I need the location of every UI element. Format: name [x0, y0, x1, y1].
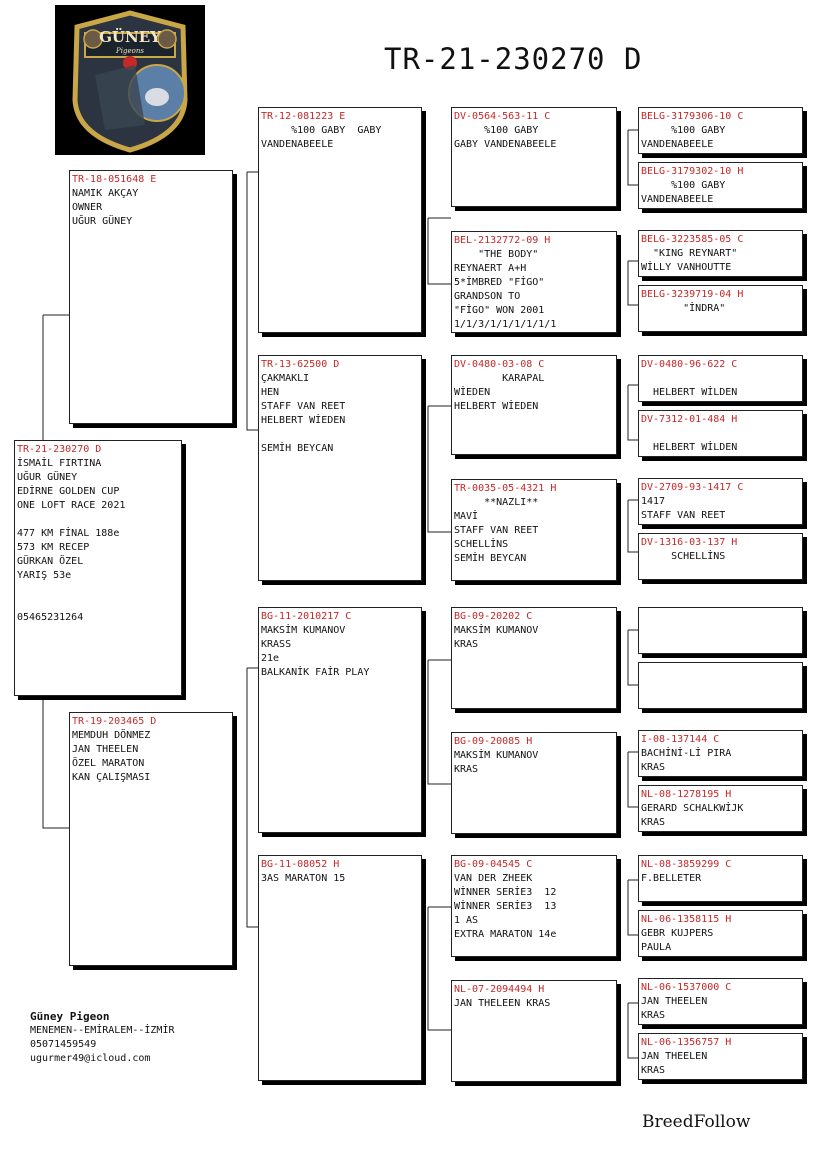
ancestor-card: BELG-3179306-10 C %100 GABY VANDENABEELE	[638, 107, 803, 154]
grandparent-card: TR-13-62500 D ÇAKMAKLI HEN STAFF VAN REET HELBERT WİEDEN SEMİH BEYCAN	[258, 355, 422, 581]
svg-text:GÜNEY: GÜNEY	[99, 28, 161, 46]
breeder-contact	[30, 1010, 175, 1066]
ring-number: TR-18-051648 E	[72, 174, 157, 185]
subject-card: TR-21-230270 D İSMAİL FIRTINA UĞUR GÜNEY EDİRNE GOLDEN CUP ONE LOFT RACE 2021 477 KM FİNAL 188e 573 KM RECEP GÜRKAN ÖZEL YARIŞ 53e 05465231264	[14, 440, 182, 696]
ancestor-card: NL-08-3859299 C F.BELLETER	[638, 855, 803, 902]
ancestor-card: BELG-3179302-10 H %100 GABY VANDENABEELE	[638, 162, 803, 209]
ancestor-card: DV-2709-93-1417 C 1417 STAFF VAN REET	[638, 478, 803, 525]
guney-pigeons-logo	[55, 5, 205, 155]
ancestor-card: BELG-3239719-04 H "İNDRA"	[638, 285, 803, 332]
ancestor-card-empty	[638, 607, 803, 654]
ancestor-card: BELG-3223585-05 C "KING REYNART" WİLLY VANHOUTTE	[638, 230, 803, 277]
ring-number: TR-19-203465 D	[72, 716, 157, 727]
grandparent-card: BG-11-08052 H 3AS MARATON 15	[258, 855, 422, 1081]
ancestor-card: NL-06-1537000 C JAN THEELEN KRAS	[638, 978, 803, 1025]
great-grandparent-card: BEL-2132772-09 H "THE BODY" REYNAERT A+H 5*İMBRED "FİGO" GRANDSON TO "FİGO" WON 2001 1/1/3/1/1/1/1/1/1	[451, 231, 617, 333]
great-grandparent-card: BG-09-04545 C VAN DER ZHEEK WİNNER SERİE3 12 WİNNER SERİE3 13 1 AS EXTRA MARATON 14e	[451, 855, 617, 957]
dam-card: TR-19-203465 D MEMDUH DÖNMEZ JAN THEELEN ÖZEL MARATON KAN ÇALIŞMASI	[69, 712, 233, 966]
great-grandparent-card: NL-07-2094494 H JAN THELEEN KRAS	[451, 980, 617, 1082]
great-grandparent-card: TR-0035-05-4321 H **NAZLI** MAVİ STAFF VAN REET SCHELLİNS SEMİH BEYCAN	[451, 479, 617, 581]
ancestor-card: NL-08-1278195 H GERARD SCHALKWİJK KRAS	[638, 785, 803, 832]
great-grandparent-card: DV-0564-563-11 C %100 GABY GABY VANDENABEELE	[451, 107, 617, 207]
breeder-phone: 05071459549	[30, 1039, 97, 1050]
breeder-name: Güney Pigeon	[30, 1010, 110, 1023]
grandparent-card: BG-11-2010217 C MAKSİM KUMANOV KRASS 21e BALKANİK FAİR PLAY	[258, 607, 422, 833]
breeder-address: MENEMEN--EMİRALEM--İZMİR	[30, 1025, 175, 1036]
ancestor-card: DV-1316-03-137 H SCHELLİNS	[638, 533, 803, 580]
ancestor-card: NL-06-1356757 H JAN THEELEN KRAS	[638, 1033, 803, 1080]
pedigree-title: TR-21-230270 D	[384, 42, 643, 76]
ancestor-card: DV-7312-01-484 H HELBERT WİLDEN	[638, 410, 803, 457]
breedfollow-brand: BreedFollow	[642, 1112, 751, 1132]
ancestor-card: NL-06-1358115 H GEBR KUJPERS PAULA	[638, 910, 803, 957]
great-grandparent-card: BG-09-20085 H MAKSİM KUMANOV KRAS	[451, 732, 617, 834]
svg-text:Pigeons: Pigeons	[116, 47, 144, 55]
grandparent-card: TR-12-081223 E %100 GABY GABY VANDENABEELE	[258, 107, 422, 333]
breeder-email: ugurmer49@icloud.com	[30, 1053, 151, 1064]
ancestor-card-empty	[638, 662, 803, 709]
ancestor-card: I-08-137144 C BACHİNİ-Lİ PIRA KRAS	[638, 730, 803, 777]
great-grandparent-card: BG-09-20202 C MAKSİM KUMANOV KRAS	[451, 607, 617, 709]
great-grandparent-card: DV-0480-03-08 C KARAPAL WİEDEN HELBERT WİEDEN	[451, 355, 617, 455]
sire-card: TR-18-051648 E NAMIK AKÇAY OWNER UĞUR GÜNEY	[69, 170, 233, 424]
ring-number: TR-21-230270 D	[17, 444, 102, 455]
ancestor-card: DV-0480-96-622 C HELBERT WİLDEN	[638, 355, 803, 402]
